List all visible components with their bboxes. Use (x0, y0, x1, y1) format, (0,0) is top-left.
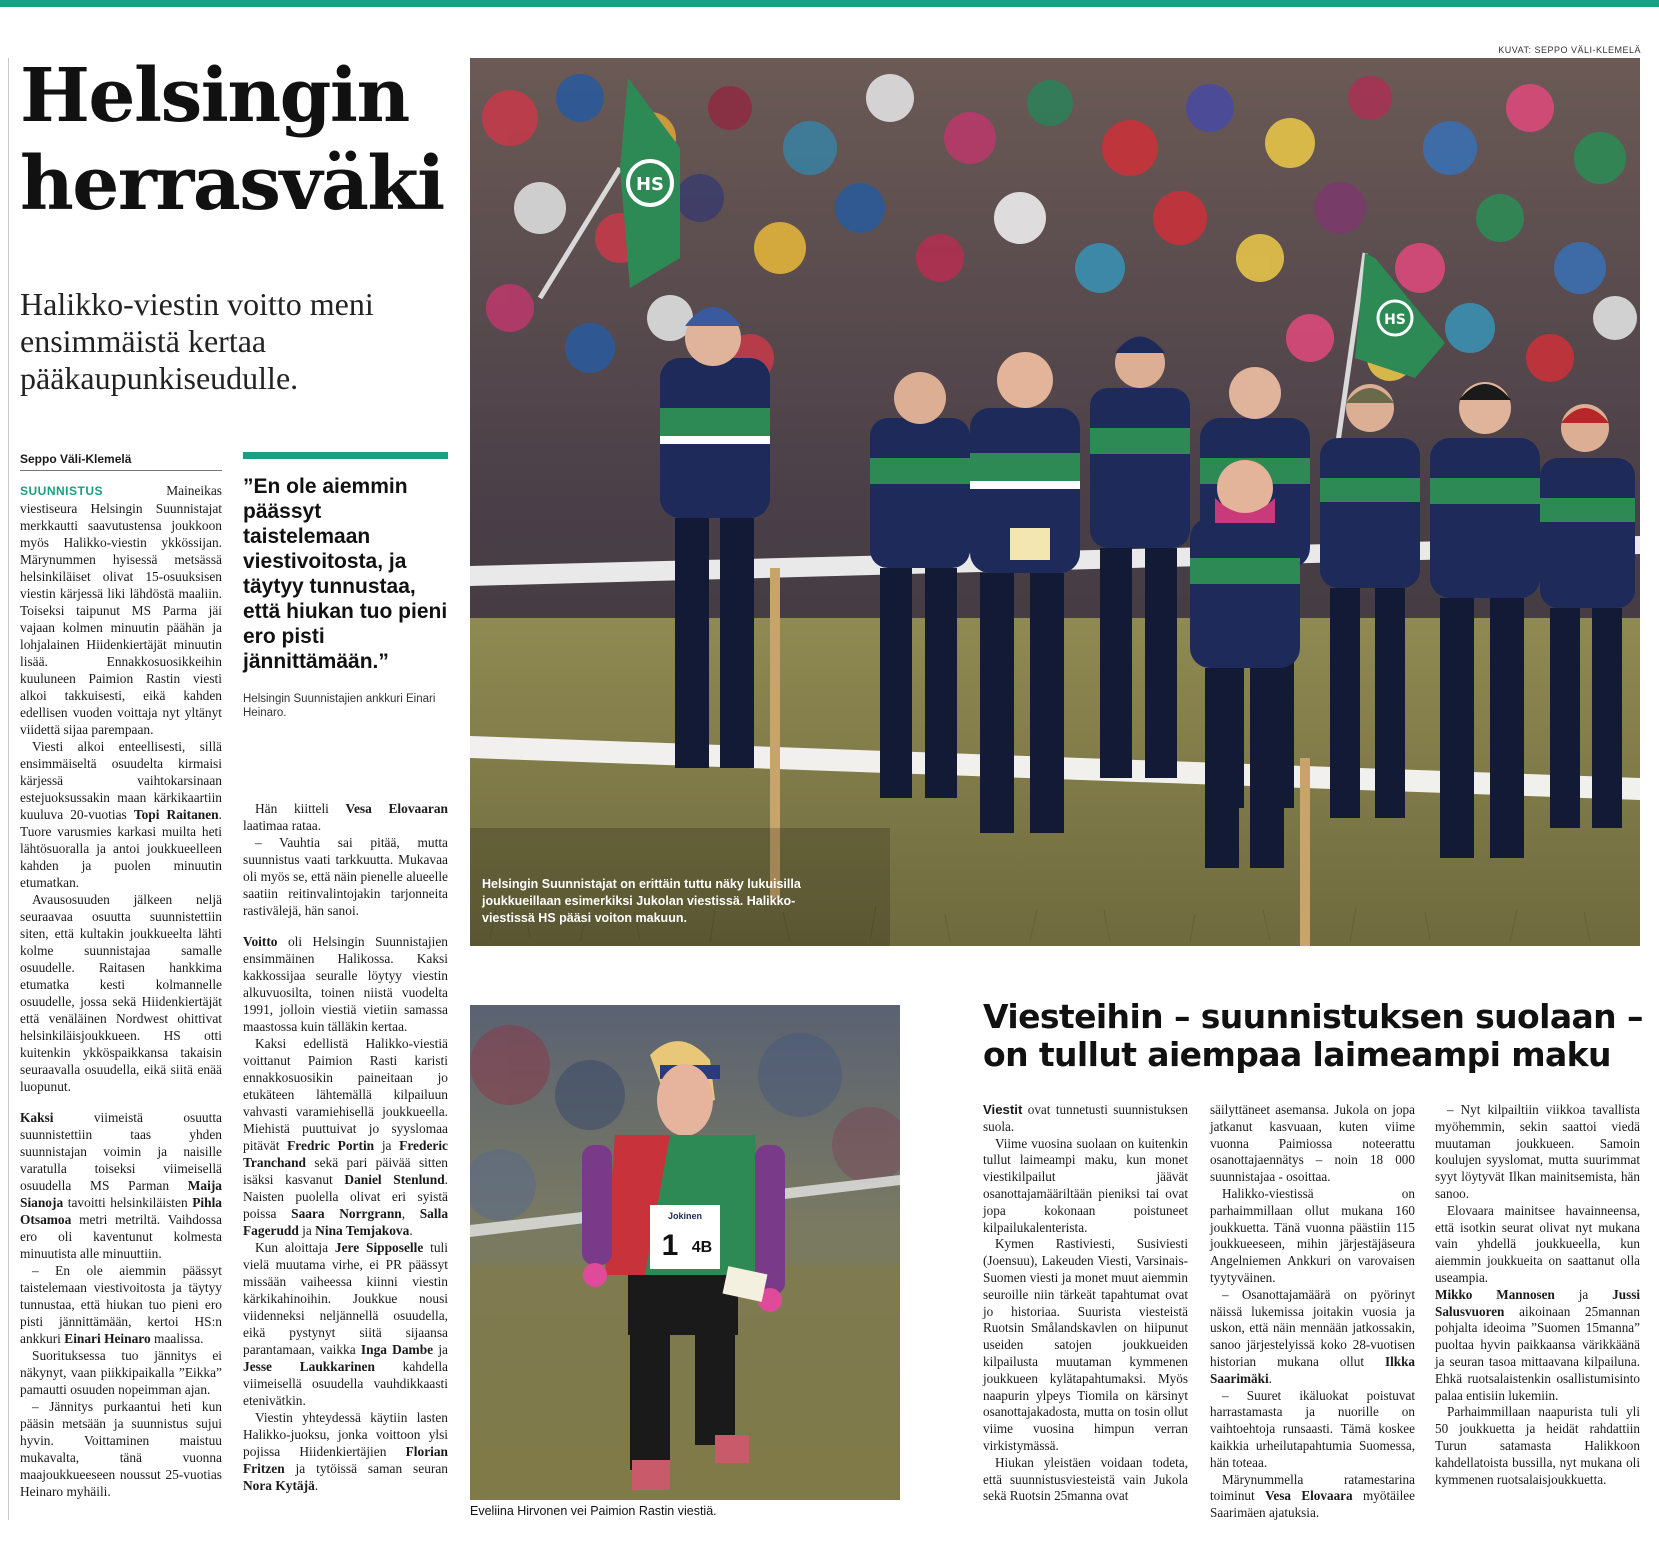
paragraph: Elovaara mainitsee havainneensa, että isotkin seurat olivat nyt mukana vain yhdellä joukkueella, kun aiemmin joukkueita on saattanut olla useampia. (1435, 1202, 1640, 1285)
pullquote-attribution: Helsingin Suunnistajien ankkuri Einari Heinaro. (243, 693, 436, 719)
paragraph: Märynummella ratamestarina toiminut Vesa Elovaara myötäilee Saarimäen ajatuksia. (1210, 1471, 1415, 1521)
bib-sponsor: Jokinen (667, 1211, 703, 1221)
paragraph: Avausosuuden jälkeen neljä seuraavaa osuutta suunnistettiin siten, että kultakin joukkueelta lähti kolme suunnistajaa samalle osuudelle. Raitasen hankkima etumatka kesti kolmannelle osuudelle, jossa sekä Hiidenkiertäjät että venäläinen Nordwest ohittivat helsinkiläisjoukkueen. HS otti kuitenkin ykköspaikkansa takaisin seuraavalla osuudella, eikä siitä enää luopunut. (20, 892, 222, 1094)
paragraph: Suorituksessa tuo jännitys ei näkynyt, vaan piikkipaikalla ”Eikka” pamautti osuuden nopeimman ajan. (20, 1348, 222, 1397)
flag-logo-text: HS (635, 174, 665, 195)
paragraph: Kaksi viimeistä osuutta suunnistettiin taas yhden suunnistajan voimin ja naisille varatulla toiseksi viimeisellä osuudella MS Parman Maija Sianoja tavoitti helsinkiläisten Pihla Otsamoa metri metriltä. Vaihdossa ero oli kaventunut kolmesta minuutista alle minuuttiin. (20, 1110, 222, 1261)
article2-column-1 (983, 1102, 1188, 1505)
paragraph: – Jännitys purkaantui heti kun pääsin metsään ja suunnistus sujui hyvin. Voittaminen maistuu mukavalta, tänä vuonna maajoukkueeseen noussut 25-vuotias Heinaro myhäili. (20, 1399, 222, 1499)
paragraph: Viesti alkoi enteellisesti, sillä ensimmäiseltä osuudelta kirmaisi kärjessä vaihtokarsinaan estejuoksussakin maan kärkikaartiin kuuluva 20-vuotias Topi Raitanen. Tuore varusmies karkasi muilta heti lähtösuoralla ja antoi joukkueelleen kahden ja puolen minuutin etumatkan. (20, 739, 222, 890)
paragraph: – Nyt kilpailtiin viikkoa tavallista myöhemmin, sekin saattoi viedä muutaman joukkueen. Samoin koulujen syyslomat, mutta suurimmat syyt löytyvät Ilkan mainitsemista, hän sanoo. (1435, 1102, 1640, 1201)
headline-line-1: Helsingin (20, 53, 409, 139)
second-photo-illustration (470, 1005, 900, 1500)
main-photo (470, 58, 1640, 946)
paragraph: – Osanottajamäärä on pyörinyt näissä lukemissa joitakin vuosia ja uskon, että näin mennään jatkossakin, sanoo järjestelyissä koko 28-vuotisen historian mukana ollut Ilkka Saarimäki. (1210, 1286, 1415, 1386)
paragraph: Hiukan yleistäen voidaan todeta, että suunnistusviesteistä vain Jukola sekä Ruotsin 25manna ovat (983, 1454, 1188, 1504)
main-photo-illustration (470, 58, 1640, 946)
pullquote: ”En ole aiemmin päässyt taistelemaan viestivoitosta, ja täytyy tunnustaa, että hiukan tuo pieni ero pisti jännittämään.” (243, 475, 448, 673)
paragraph: Parhaimmillaan naapurista tuli yli 50 joukkuetta ja heidät rahdattiin Turun satamasta Halikkoon kahdellatoista bussilla, nyt mukana oli kymmenen ruotsalaisjoukkuetta. (1435, 1404, 1640, 1487)
paragraph: Kun aloittaja Jere Sipposelle tuli vielä muutama virhe, ei PR päässyt missään vaiheessa kiinni viestin kärkikahinoihin. Joukkue nousi viidenneksi neljännellä osuudella, eikä pystynyt siitä sijaansa parantamaan, vaikka Inga Dambe ja Jesse Laukkarinen kahdella viimeisellä osuudella vauhdikkaasti etenivätkin. (243, 1240, 449, 1408)
left-margin-rule (8, 58, 9, 1520)
tape-post (1300, 758, 1310, 946)
paragraph: Viime vuosina suolaan on kuitenkin tullut laimeampi maku, kun monet viestikilpailut jäävät osanottajamääriltään pieniksi tai ovat jopa kokonaan poistuneet kilpailukalenterista. (983, 1135, 1188, 1235)
section-kicker: SUUNNISTUS (20, 484, 104, 498)
paragraph: Kymen Rastiviesti, Susiviesti (Joensuu), Lakeuden Viesti, Varsinais-Suomen viesti ja monet muut aiemmin seuroille niin tärkeät tapahtumat ovat jo historiaa. Suuristа viesteistä Ruotsin Smålandskavlen on hiipunut useiden satojen joukkueiden kilpailusta muutaman kymmenen joukkueen kylätapahtumaksi. Myös naapurin ylpeys Tiomila on kärsinyt osanottajakadosta, mutta on tosin ollut viime vuosina himpun verran virkistymässä. (983, 1236, 1188, 1453)
paragraph: – Vauhtia sai pitää, mutta suunnistus vaati tarkkuutta. Mukavaa oli myös se, että näin pienelle alueelle saatiin reitinvalintojakin tarjonneita rastivälejä, hän sanoi. (243, 835, 448, 918)
main-photo-caption: Helsingin Suunnistajat on erittäin tuttu näky lukuisilla joukkueillaan esimerkiksi Jukolan viestissä. Halikko-viestissä HS pääsi voiton makuun. (482, 877, 801, 925)
headline (20, 52, 460, 228)
article2-headline: Viesteihin – suunnistuksen suolaan – on tullut aiempaa laimeampi maku (983, 997, 1643, 1074)
headline-line-2: herrasväki (20, 141, 444, 227)
second-photo-caption: Eveliina Hirvonen vei Paimion Rastin viestiä. (470, 1504, 717, 1518)
paragraph: Mikko Mannosen ja Jussi Salusvuoren aikoinaan 25mannan pohjalta ideoima ”Suomen 15manna” puoltaa hyvin paikkaansa värikkäänä ja seuran tasoa mittaavana kilpailuna. Ehkä ruotsalaistenkin osallistumisinto palaa entisiin lukemiin. (1435, 1286, 1640, 1403)
bib-number: 1 (661, 1229, 679, 1262)
pullquote-rule (243, 452, 448, 459)
bib-leg: 4B (691, 1239, 713, 1256)
paragraph: Halikko-viestissä on parhaimmillaan ollut mukana 160 joukkuetta. Tänä vuonna päästiin 115 joukkueeseen, mihin järjestäjäseura Angelniemen Ankkuri on varovaisen tyytyväinen. (1210, 1185, 1415, 1285)
second-photo (470, 1005, 900, 1500)
paragraph: Viestin yhteydessä käytiin lasten Halikko-juoksu, jonka voittoon ylsi pojissa Hiidenkiertäjien Florian Fritzen ja tytöissä saman seuran Nora Kytäjä. (243, 1410, 448, 1493)
paragraph: Kaksi edellistä Halikko-viestiä voittanut Paimion Rasti karisti ennakkosuosikin paineitaan jo etukäteen lähtemällä kilpailuun vahvasti varamiehisellä joukkueella. Miehistä puuttuivat jo syyslomaa pitävät Fredric Portin ja Frederic Tranchand sekä pari päivää sitten isäksi kasvanut Daniel Stenlund. Naisten puolella olivat eri syistä poissa Saara Norrgrann, Salla Fagerudd ja Nina Temjakova. (243, 1036, 449, 1238)
article-column-1 (20, 482, 222, 1500)
deck: Halikko-viestin voitto meni ensimmäistä kertaa pääkaupunkiseudulle. (20, 286, 374, 396)
article-column-2 (243, 800, 448, 1494)
paragraph: – Suuret ikäluokat poistuvat harrastamasta ja nuorille on vaihtoehtoja runsaasti. Tämä koskee kaikkia urheilutapahtumia Suomessa, hän toteaa. (1210, 1387, 1415, 1470)
paragraph: Hän kiitteli Vesa Elovaaran laatimaa rataa. (243, 801, 448, 833)
paragraph: Viestit ovat tunnetusti suunnistuksen suola. (983, 1102, 1188, 1134)
article2-column-2 (1210, 1102, 1415, 1522)
byline: Seppo Väli-Klemelä (20, 452, 222, 471)
paragraph: – En ole aiemmin päässyt taistelemaan viestivoitosta ja täytyy tunnustaa, että hiukan tuo pieni ero pisti jännittämään, kertoi HS:n ankkuri Einari Heinaro maalissa. (20, 1263, 222, 1346)
photo-credit: KUVAT: SEPPO VÄLI-KLEMELÄ (1498, 45, 1641, 55)
article2-column-3 (1435, 1102, 1640, 1488)
top-accent-bar (0, 0, 1659, 7)
paragraph: säilyttäneet asemansa. Jukola on jopa jatkanut kasvuaan, kuten viime vuonna Paimiossa noteerattu osanottajaennätys – noin 18 000 suunnistajaa - osoittaa. (1210, 1102, 1415, 1185)
paragraph: SUUNNISTUS Maineikas viestiseura Helsingin Suunnistajat merkkautti saavutustensa joukkoon myös Halikko-viestin ykkössijan. Märynummen hyisessä metsässä helsinkiläiset olivat 15-osuuksisen viestin kärjessä liki lähdöstä maaliin. Toiseksi taipunut MS Parma jäi vajaan kolmen minuutin päähän ja lohjalainen Hiidenkiertäjät minuutin lisää. Ennakkosuosikkeihin kuuluneen Paimion Rastin viesti alkoi takkuisesti, eikä kahden edellisen vuoden voittaja nyt yltänyt viidettä sijaa parempaan. (20, 483, 222, 737)
paragraph: Voitto oli Helsingin Suunnistajien ensimmäinen Halikossa. Kaksi kakkossijaa seuralle löytyy viestin alkuvuosilta, toinen niistä vuodelta 1991, jolloin viestiä vietiin samassa maastossa kuin tälläkin kertaa. (243, 934, 448, 1034)
flag-logo-text: HS (1384, 312, 1406, 328)
